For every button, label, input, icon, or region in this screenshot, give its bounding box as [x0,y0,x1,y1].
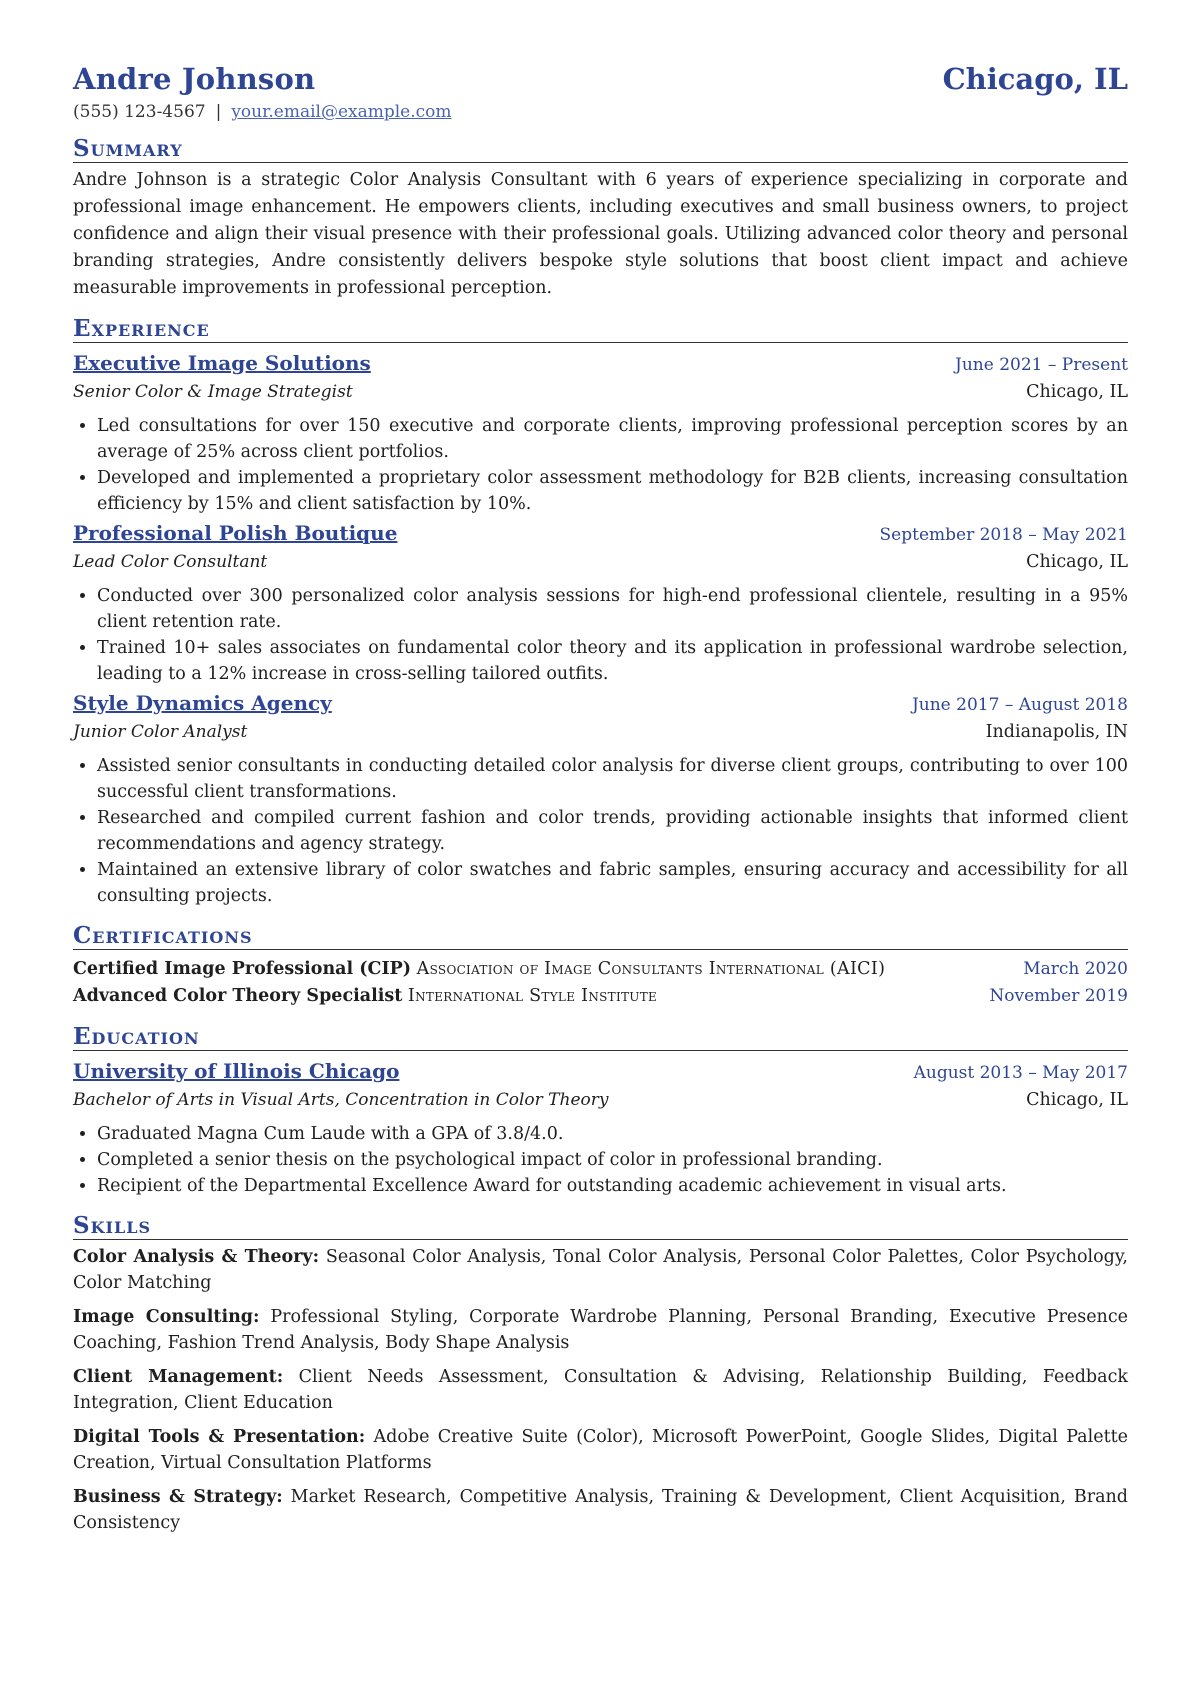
bullet-item: • Recipient of the Departmental Excellence Award for outstanding academic achievement in visual arts. [97,1173,1128,1199]
bullet-item: • Maintained an extensive library of color swatches and fabric samples, ensuring accuracy and accessibility for all consulting projects. [97,857,1128,909]
experience-entry [73,349,1128,517]
skills-list [73,1244,1128,1536]
skill-row [73,1304,1128,1356]
school-link[interactable]: University of Illinois Chicago [73,1059,400,1083]
certification-date: March 2020 [1023,959,1128,979]
candidate-name: Andre Johnson [73,62,316,96]
certification-title: Certified Image Professional (CIP) [73,959,412,979]
certification-row [73,956,1128,983]
certification-issuer: International Style Institute [407,986,658,1006]
summary-text: Andre Johnson is a strategic Color Analysis Consultant with 6 years of experience specializing in corporate and professional image enhancement. He empowers clients, including executives and small business owners, to project confidence and align their visual presence with their professional goals. Utilizing advanced color theory and personal branding strategies, Andre consistently delivers bespoke style solutions that boost client impact and achieve measurable improvements in professional perception. [73,170,1128,298]
certification-issuer: Association of Image Consultants International (AICI) [416,959,886,979]
skill-row [73,1424,1128,1476]
section-title: Experience [73,315,210,342]
skill-category: Digital Tools & Presentation: [73,1427,366,1447]
job-title: Lead Color Consultant [73,552,268,572]
job-title: Junior Color Analyst [73,722,248,742]
skill-values: Seasonal Color Analysis, Tonal Color Analysis, Personal Color Palettes, Color Psychology, Color Matching [73,1247,1128,1293]
skill-row [73,1364,1128,1416]
bullet-item: • Graduated Magna Cum Laude with a GPA of 3.8/4.0. [97,1121,1128,1147]
bullet-list [73,1121,1128,1199]
section-title: Summary [73,135,183,162]
bullet-item: • Researched and compiled current fashion and color trends, providing actionable insights that informed client recommendations and agency strategy. [97,805,1128,857]
employment-dates: June 2017 – August 2018 [911,695,1128,715]
summary-section-heading [73,136,1128,163]
bullet-item: • Developed and implemented a proprietary color assessment methodology for B2B clients, increasing consultation efficiency by 15% and client satisfaction by 10%. [97,465,1128,517]
degree-title: Bachelor of Arts in Visual Arts, Concentration in Color Theory [73,1090,609,1110]
header-location: Chicago, IL [942,62,1128,96]
bullet-list [73,413,1128,517]
certification-date: November 2019 [989,986,1128,1006]
bullet-list [73,583,1128,687]
job-location: Indianapolis, IN [985,722,1128,742]
certifications-section-heading [73,923,1128,950]
skill-values: Market Research, Competitive Analysis, Training & Development, Client Acquisition, Brand Consistency [73,1487,1128,1533]
phone-number: (555) 123-4567 [73,102,206,122]
skill-category: Business & Strategy: [73,1487,283,1507]
section-title: Education [73,1023,200,1050]
certifications-list [73,956,1128,1010]
bullet-item: • Conducted over 300 personalized color analysis sessions for high-end professional clientele, resulting in a 95% client retention rate. [97,583,1128,635]
experience-entry [73,689,1128,909]
email-link[interactable]: your.email@example.com [231,102,452,122]
skills-section-heading [73,1213,1128,1240]
job-location: Chicago, IL [1026,552,1128,572]
contact-separator: | [215,102,222,122]
employment-dates: September 2018 – May 2021 [879,525,1128,545]
resume-header [73,62,1128,96]
job-location: Chicago, IL [1026,382,1128,402]
skill-row [73,1484,1128,1536]
employment-dates: June 2021 – Present [955,355,1128,375]
employer-link[interactable]: Executive Image Solutions [73,351,371,375]
skill-category: Color Analysis & Theory: [73,1247,320,1267]
section-title: Skills [73,1212,152,1239]
employer-link[interactable]: Style Dynamics Agency [73,691,332,715]
bullet-item: • Completed a senior thesis on the psychological impact of color in professional branding. [97,1147,1128,1173]
certification-title: Advanced Color Theory Specialist [73,986,403,1006]
skill-category: Client Management: [73,1367,284,1387]
job-title: Senior Color & Image Strategist [73,382,353,402]
skill-values: Client Needs Assessment, Consultation & Advising, Relationship Building, Feedback Integration, Client Education [73,1367,1128,1413]
bullet-item: • Assisted senior consultants in conducting detailed color analysis for diverse client groups, contributing to over 100 successful client transformations. [97,753,1128,805]
skill-values: Adobe Creative Suite (Color), Microsoft PowerPoint, Google Slides, Digital Palette Creation, Virtual Consultation Platforms [73,1427,1128,1473]
skill-row [73,1244,1128,1296]
education-section-heading [73,1024,1128,1051]
school-location: Chicago, IL [1026,1090,1128,1110]
bullet-list [73,753,1128,909]
experience-section-heading [73,316,1128,343]
bullet-item: • Trained 10+ sales associates on fundamental color theory and its application in professional wardrobe selection, leading to a 12% increase in cross-selling tailored outfits. [97,635,1128,687]
employer-link[interactable]: Professional Polish Boutique [73,521,398,545]
experience-entry [73,519,1128,687]
education-entry [73,1057,1128,1199]
contact-line [73,102,1128,122]
bullet-item: • Led consultations for over 150 executive and corporate clients, improving professional perception scores by an average of 25% across client portfolios. [97,413,1128,465]
skill-category: Image Consulting: [73,1307,260,1327]
skill-values: Professional Styling, Corporate Wardrobe Planning, Personal Branding, Executive Presence Coaching, Fashion Trend Analysis, Body Shape Analysis [73,1307,1128,1353]
resume-page [73,62,1128,1536]
certification-row [73,983,1128,1010]
section-title: Certifications [73,922,253,949]
education-dates: August 2013 – May 2017 [913,1063,1128,1083]
